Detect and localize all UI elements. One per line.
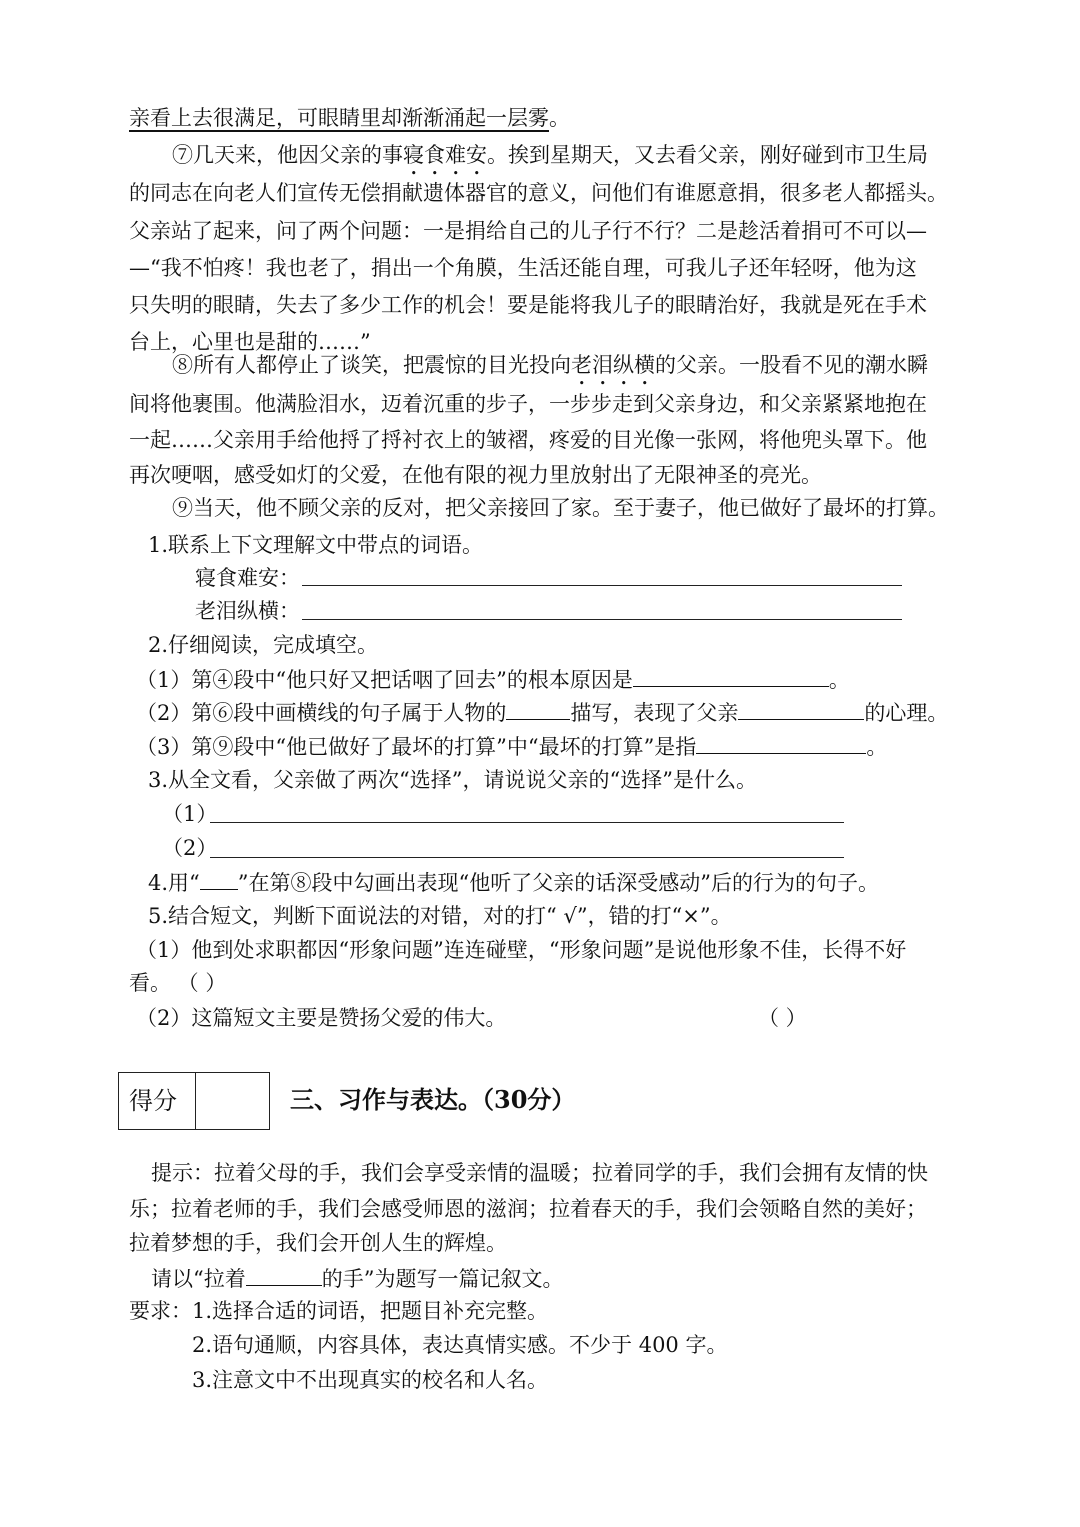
paragraph-line: 间将他裹围。他满脸泪水，迈着沉重的步子，一步步走到父亲身边，和父亲紧紧地抱在 bbox=[129, 392, 927, 416]
text: （1）第④段中“他只好又把话咽了回去”的根本原因是 bbox=[136, 668, 633, 692]
punctuation: 。 bbox=[549, 106, 570, 130]
answer-line[interactable] bbox=[210, 822, 844, 823]
text: ”在第⑧段中勾画出表现“他听了父亲的话深受感动”后的行为的句子。 bbox=[237, 871, 879, 895]
text: 的父亲。一股看不见的潮水瞬 bbox=[655, 353, 928, 377]
text: （3）第⑨段中“他已做好了最坏的打算”中“最坏的打算”是指 bbox=[136, 735, 697, 759]
underlined-sentence: 亲看上去很满足，可眼睛里却渐渐涌起一层雾 bbox=[129, 106, 549, 130]
answer-blank[interactable] bbox=[738, 697, 864, 720]
answer-line[interactable] bbox=[302, 619, 902, 620]
text: 4.用“ bbox=[148, 871, 200, 895]
question-5-1-cont: 看。 （ ） bbox=[129, 971, 227, 995]
text: 描写，表现了父亲 bbox=[570, 701, 739, 725]
question-2: 2.仔细阅读，完成填空。 bbox=[148, 633, 379, 657]
score-box bbox=[118, 1072, 270, 1130]
passage-line bbox=[129, 103, 959, 133]
score-box-divider bbox=[195, 1073, 196, 1129]
q3-item-label: （2） bbox=[162, 836, 218, 860]
answer-line[interactable] bbox=[210, 857, 844, 858]
hint-line: 拉着梦想的手，我们会开创人生的辉煌。 bbox=[129, 1231, 507, 1255]
hint-line: 乐；拉着老师的手，我们会感受师恩的滋润；拉着春天的手，我们会领略自然的美好； bbox=[129, 1197, 927, 1221]
paragraph-line: 一起……父亲用手给他捋了捋衬衣上的皱褶，疼爱的目光像一张网，将他兜头罩下。他 bbox=[129, 428, 927, 452]
section-title: 三、习作与表达。（30分） bbox=[290, 1085, 576, 1114]
paragraph-line: 再次哽咽，感受如灯的父爱，在他有限的视力里放射出了无限神圣的亮光。 bbox=[129, 463, 822, 487]
text: 的手”为题写一篇记叙文。 bbox=[321, 1267, 564, 1291]
text: ⑧所有人都停止了谈笑，把震惊的目光投向 bbox=[172, 353, 571, 377]
question-5-1: （1）他到处求职都因“形象问题”连连碰壁，“形象问题”是说他形象不佳，长得不好 bbox=[136, 938, 907, 962]
text: 。 bbox=[828, 668, 850, 692]
q1-term-label: 寝食难安： bbox=[195, 566, 300, 590]
requirement-3: 3.注意文中不出现真实的校名和人名。 bbox=[192, 1368, 549, 1392]
paragraph-line: 的同志在向老人们宣传无偿捐献遗体器官的意义，问他们有谁愿意捐，很多老人都摇头。 bbox=[129, 181, 948, 205]
text: （2）第⑥段中画横线的句子属于人物的 bbox=[136, 701, 507, 725]
answer-blank[interactable] bbox=[506, 697, 570, 720]
q1-term-label: 老泪纵横： bbox=[195, 599, 300, 623]
question-2-3 bbox=[136, 731, 966, 762]
answer-parentheses[interactable]: （ ） bbox=[758, 1006, 807, 1030]
paragraph-line: —“我不怕疼！我也老了，捐出一个角膜，生活还能自理，可我儿子还年轻呀，他为这 bbox=[129, 256, 917, 280]
paragraph-line: 父亲站了起来，问了两个问题：一是捐给自己的儿子行不行？二是趁活着捐可不可以— bbox=[129, 219, 927, 243]
paragraph-line: 只失明的眼睛，失去了多少工作的机会！要是能将我儿子的眼睛治好，我就是死在手术 bbox=[129, 293, 927, 317]
q3-item-label: （1） bbox=[162, 802, 218, 826]
paragraph-7-line bbox=[172, 140, 1002, 180]
text: 请以“拉着 bbox=[151, 1267, 246, 1291]
answer-blank[interactable] bbox=[633, 664, 829, 687]
writing-prompt bbox=[151, 1263, 981, 1294]
question-4 bbox=[148, 867, 978, 898]
score-label: 得分 bbox=[129, 1087, 177, 1115]
paragraph-9: ⑨当天，他不顾父亲的反对，把父亲接回了家。至于妻子，他已做好了最坏的打算。 bbox=[172, 496, 949, 520]
question-3: 3.从全文看，父亲做了两次“选择”，请说说父亲的“选择”是什么。 bbox=[148, 768, 757, 792]
requirement-2: 2.语句通顺，内容具体，表达真情实感。不少于 400 字。 bbox=[192, 1333, 728, 1357]
paragraph-8-line bbox=[172, 350, 1002, 390]
paragraph-line: 台上，心里也是甜的……” bbox=[129, 330, 371, 354]
text: 的心理。 bbox=[864, 701, 949, 725]
question-1: 1.联系上下文理解文中带点的词语。 bbox=[148, 533, 484, 557]
text: 。 bbox=[866, 735, 888, 759]
question-2-1 bbox=[136, 664, 966, 695]
dotted-word: 老泪纵横 bbox=[571, 353, 655, 377]
question-5-2: （2）这篇短文主要是赞扬父爱的伟大。 bbox=[136, 1006, 507, 1030]
question-2-2 bbox=[136, 697, 966, 728]
text: 。挨到星期天，又去看父亲，刚好碰到市卫生局 bbox=[487, 143, 928, 167]
hint-line: 提示：拉着父母的手，我们会享受亲情的温暖；拉着同学的手，我们会拥有友情的快 bbox=[151, 1161, 928, 1185]
dotted-word: 寝食难安 bbox=[403, 143, 487, 167]
question-5: 5.结合短文，判断下面说法的对错，对的打“ √”，错的打“×”。 bbox=[148, 904, 732, 928]
answer-blank[interactable] bbox=[696, 731, 866, 754]
answer-line[interactable] bbox=[302, 585, 902, 586]
title-blank[interactable] bbox=[246, 1263, 322, 1286]
underline-sample bbox=[200, 867, 238, 890]
requirement-1: 要求：1.选择合适的词语，把题目补充完整。 bbox=[129, 1299, 549, 1323]
text: ⑦几天来，他因父亲的事 bbox=[172, 143, 403, 167]
